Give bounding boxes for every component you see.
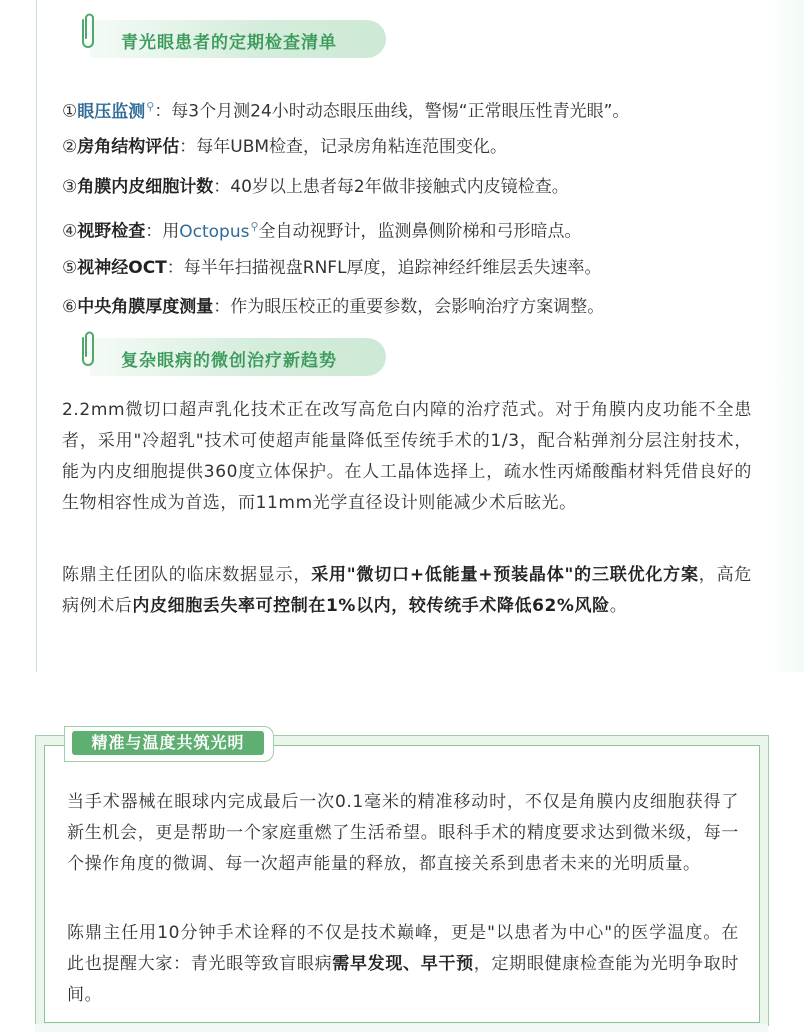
section-heading-checklist: [76, 16, 386, 58]
paragraph-reminder: 陈鼎主任用10分钟手术诠释的不仅是技术巅峰，更是"以患者为中心"的医学温度。在此也提醒大家：青光眼等致盲眼病需早发现、早干预，定期眼健康检查能为光明争取时间。: [67, 923, 740, 1005]
keyword-link[interactable]: Octopus⚲: [179, 222, 258, 242]
keyword-link[interactable]: 眼压监测⚲: [77, 102, 154, 122]
quote-box-tag: [64, 726, 274, 762]
section-heading-text: 复杂眼病的微创治疗新趋势: [121, 351, 337, 371]
checklist-item-5: ⑤视神经OCT：每半年扫描视盘RNFL厚度，追踪神经纤维层丢失速率。: [62, 258, 602, 278]
bottom-strip: [35, 1024, 768, 1032]
checklist-item-3: ③角膜内皮细胞计数：40岁以上患者每2年做非接触式内皮镜检查。: [62, 177, 569, 197]
checklist-item-2: ②房角结构评估：每年UBM检查，记录房角粘连范围变化。: [62, 137, 508, 157]
checklist-item-4: ④视野检查：用Octopus⚲全自动视野计，监测鼻侧阶梯和弓形暗点。: [62, 216, 582, 243]
paragraph-precision: 当手术器械在眼球内完成最后一次0.1毫米的精准移动时，不仅是角膜内皮细胞获得了新生机会，更是帮助一个家庭重燃了生活希望。眼科手术的精度要求达到微米级，每一个操作角度的微调、每一次超声能量的释放，都直接关系到患者未来的光明质量。: [67, 792, 739, 874]
paragraph-clinical-data: 陈鼎主任团队的临床数据显示，采用"微切口+低能量+预装晶体"的三联优化方案，高危病例术后内皮细胞丢失率可控制在1%以内，较传统手术降低62%风险。: [62, 565, 752, 616]
checklist-item-1: ①眼压监测⚲：每3个月测24小时动态眼压曲线，警惕“正常眼压性青光眼”。: [62, 96, 629, 123]
left-border-line: [36, 0, 37, 672]
section-heading-text: 青光眼患者的定期检查清单: [121, 33, 337, 53]
right-shade: [765, 0, 804, 672]
paperclip-icon: [76, 10, 98, 52]
search-icon: ⚲: [250, 220, 259, 233]
quote-box-title: 精准与温度共筑光明: [72, 731, 264, 755]
section-heading-trends: [76, 334, 386, 376]
search-icon: ⚲: [146, 100, 155, 113]
paragraph-technique: 2.2mm微切口超声乳化技术正在改写高危白内障的治疗范式。对于角膜内皮功能不全患者，采用"冷超乳"技术可使超声能量降低至传统手术的1/3，配合粘弹剂分层注射技术，能为内皮细胞提供360度立体保护。在人工晶体选择上，疏水性丙烯酸酯材料凭借良好的生物相容性成为首选，而11mm光学直径设计则能减少术后眩光。: [62, 400, 752, 513]
paperclip-icon: [76, 328, 98, 370]
checklist-item-6: ⑥中央角膜厚度测量：作为眼压校正的重要参数，会影响治疗方案调整。: [62, 297, 605, 317]
